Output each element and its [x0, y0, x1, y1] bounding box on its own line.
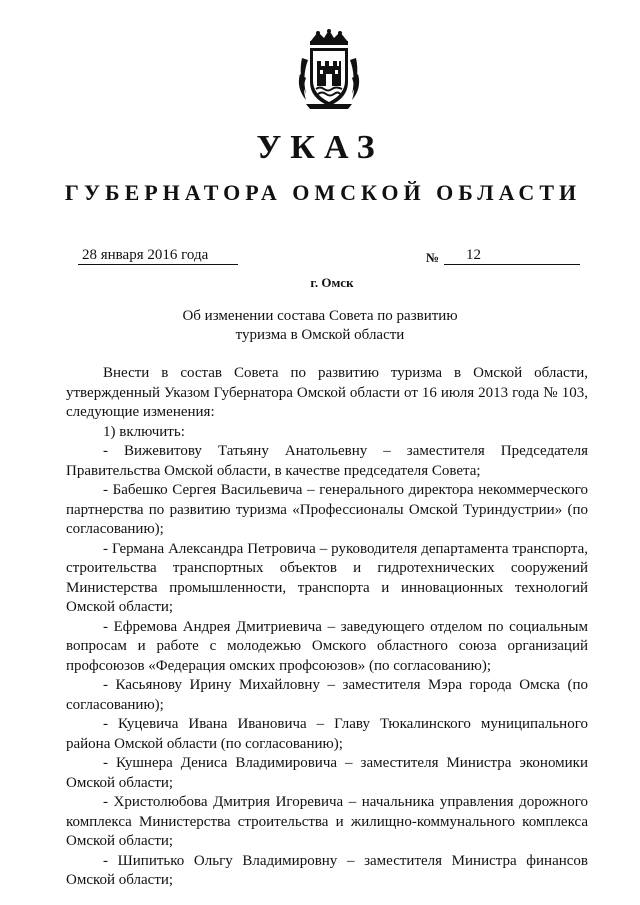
- member-item: - Христолюбова Дмитрия Игоревича – начальника управления дорожного комплекса Министерства строительства и жилищно-коммунального комплекса Омской области;: [66, 794, 588, 849]
- decree-number: 12: [444, 246, 580, 265]
- body-paragraph-include: 1) включить:: [103, 423, 185, 440]
- number-label: №: [426, 250, 440, 265]
- member-item: - Кушнера Дениса Владимировича – заместителя Министра экономики Омской области;: [66, 755, 588, 791]
- decree-body: [66, 364, 588, 891]
- body-paragraph-intro: Внести в состав Совета по развитию туризма в Омской области, утвержденный Указом Губернатора Омской области от 16 июля 2013 года № 103, следующие изменения:: [66, 365, 588, 420]
- member-item: - Германа Александра Петровича – руководителя департамента транспорта, строительства транспортных объектов и гидротехнических сооружений Министерства промышленности, транспорта и инновационных технологий Омской области;: [66, 540, 588, 615]
- member-item: - Вижевитову Татьяну Анатольевну – заместителя Председателя Правительства Омской области, в качестве председателя Совета;: [66, 443, 588, 479]
- member-item: - Касьянову Ирину Михайловну – заместителя Мэра города Омска (по согласованию);: [66, 677, 588, 713]
- coat-of-arms-icon: [296, 28, 362, 110]
- decree-subject: [150, 307, 490, 345]
- document-title: УКАЗ: [256, 129, 384, 166]
- member-item: - Бабешко Сергея Васильевича – генерального директора некоммерческого партнерства по развитию туризма «Профессионалы Омской Туриндустрии» (по согласованию);: [66, 482, 588, 537]
- member-item: - Шипитько Ольгу Владимировну – заместителя Министра финансов Омской области;: [66, 852, 588, 888]
- member-item: - Куцевича Ивана Ивановича – Главу Тюкалинского муниципального района Омской области (по согласованию);: [66, 716, 588, 752]
- city-name: г. Омск: [310, 275, 354, 290]
- document-issuer: ГУБЕРНАТОРА ОМСКОЙ ОБЛАСТИ: [64, 180, 582, 205]
- subject-line-1: Об изменении состава Совета по развитию: [182, 308, 458, 324]
- subject-line-2: туризма в Омской области: [235, 327, 405, 343]
- decree-date: 28 января 2016 года: [78, 246, 238, 265]
- member-item: - Ефремова Андрея Дмитриевича – заведующего отделом по социальным вопросам и работе с молодежью Омского областного союза организаций профсоюзов «Федерация омских профсоюзов» (по согласованию);: [66, 618, 588, 674]
